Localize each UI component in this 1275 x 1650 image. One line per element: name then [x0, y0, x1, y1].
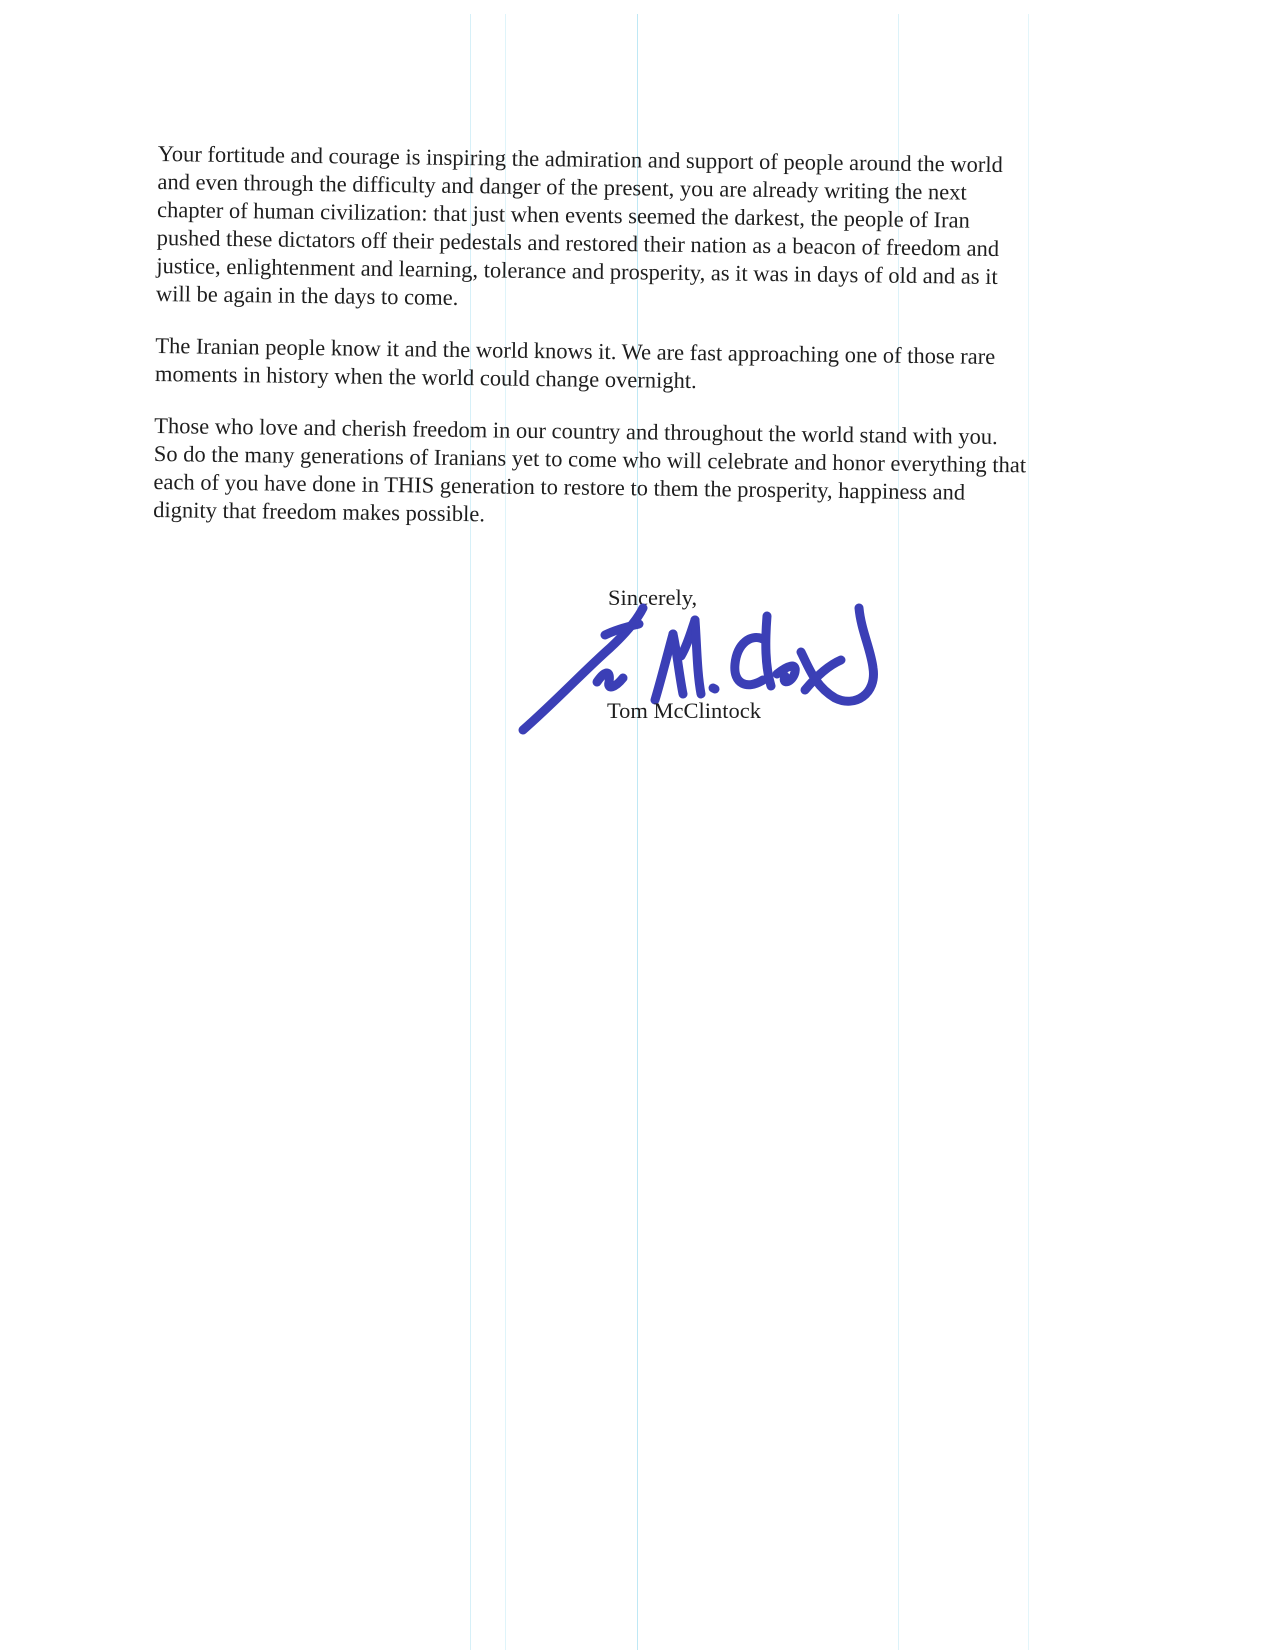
signer-name: Tom McClintock — [607, 698, 762, 723]
paragraph-fortitude: Your fortitude and courage is inspiring the admiration and support of people around the world and even through the difficulty and danger of the present, you are already writing the next chapter of human civilization: that just when events seemed the darkest, the people of Iran pushed these dictators off their pedestals and restored their nation as a beacon of freedom and justice, enlightenment and learning, tolerance and prosperity, as it was in days of old and as it will be again in the days to come. — [155, 140, 1003, 310]
paragraph-iranian-people: The Iranian people know it and the world knows it. We are fast approaching one of those rare moments in history when the world could change overnight. — [154, 332, 996, 394]
closing-salutation: Sincerely, — [608, 585, 698, 610]
letter-body — [153, 140, 1118, 561]
paragraph-freedom: Those who love and cherish freedom in our country and throughout the world stand with you. So do the many generations of Iranians yet to come who will celebrate and honor everything that each of you have done in THIS generation to restore to them the prosperity, happiness and dignity that freedom makes possible. — [152, 412, 1027, 527]
